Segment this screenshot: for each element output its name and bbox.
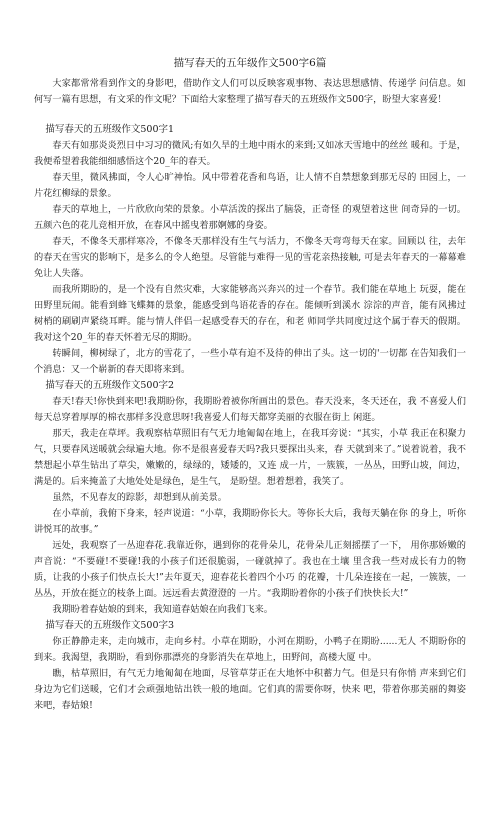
paragraph: 春天!春天!你快到来吧!我期盼你，我期盼着被你所画出的景色。春天没来，冬天还在，我 不喜爱人们每天总穿着厚厚的棉衣那样多没意思呀!我喜爱人们每天都穿美丽的衣服在街上 闲逛。: [34, 396, 466, 423]
section-heading: 描写春天的五班级作文500字2: [45, 380, 175, 391]
intro-paragraph: 大家都常常看到作文的身影吧，借助作文人们可以反映客观事物、表达思想感情、传递学 问信息。如何写一篇有思想，有文采的作文呢？下面给大家整理了描写春天的五班级作文500字，盼望大家喜爱！: [34, 78, 466, 105]
document-title: 描写春天的五年级作文500字6篇: [173, 57, 327, 69]
paragraph: 春天，不像冬天那样寒冷，不像冬天那样没有生气与活力，不像冬天弯弯每天在家。回顾以 往，去年的春天在雪灾的影响下，是多么的令人绝望。尽管能与难得一见的雪花亲热接触, 可是去年春天的一幕幕难免让人失落。: [34, 236, 466, 279]
paragraph: 在小草前，我俯下身来，轻声说道：“小草，我期盼你长大。等你长大后，我每天躺在你 的身上，听你讲悦耳的故事。”: [34, 508, 466, 535]
paragraph: 远处，我观察了一丛迎春花.我靠近你，遇到你的花骨朵儿，花骨朵儿正刻摇摆了一下， 用你那娇嫩的声音说：“不要碰!不要碰!我的小孩子们还很脆弱，一碰就掉了。我也在土壤 里含我一些对成长有力的物质，让我的小孩子们快点长大!”去年夏天，迎春花长着四个小巧 的花瓣，十几朵连接在一起，一簇簇，一丛丛，开放在挺立的枝条上面。远远看去黄澄澄的 一片。“我期盼着你的小孩子们快快长大!”: [34, 540, 466, 599]
paragraph: 春天有如那炎炎烈日中习习的微风;有如久旱的土地中雨水的来到;又如冰天雪地中的丝丝 暖和。于是，我便希望着我能细细感悟这个20_年的春天。: [34, 140, 466, 167]
essay-section-1: [34, 122, 466, 378]
essay-section-2: [34, 378, 466, 618]
paragraph: 转瞬间，柳树绿了，北方的雪花了，一些小草有迫不及待的伸出了头。这一切的'一切都 在告知我们一个消息：又一个崭新的春天即将来到。: [34, 348, 466, 375]
paragraph: 而我所期盼的，是一个没有自然灾难，大家能够高兴奔兴的过一个春节。我们能在草地上 玩耍，能在田野里玩闹。能看到蜂飞蝶舞的景象，能感受到鸟语花香的存在。能倾听到溪水 淙淙的声音，能有风拂过树梢的刷刷声紧绕耳畔。能与情人伴侣一起感受春天的存在，和老 师同学共同度过这个属于春天的假期。我对这个20_年的春天怀着无尽的期盼。: [34, 284, 466, 343]
paragraph: 我期盼着春姑娘的到来，我知道春姑娘在向我们飞来。: [52, 604, 273, 615]
paragraph: 春天里，微风拂面，令人心旷神怡。风中带着花香和鸟语，让人情不自禁想象到那无尽的 田园上，一片花红柳绿的景象。: [34, 172, 466, 199]
paragraph: 那天，我走在草坪。我观察枯草照旧有气无力地匍匐在地上，在我耳旁说：“其实，小草 我正在积聚力气，只要春风送暖就会绿遍大地。你不是很喜爱春天吗?我只要探出头来，春 天就到来了。”说着说着，我不禁想起小草生钻出了草尖，嫩嫩的，绿绿的，矮矮的，又连 成一片，一簇簇，一丛丛，田野山坡，间边，满是的。后来掩盖了大地处处是绿色，是生气， 是盼望。想着想着，我笑了。: [34, 428, 466, 487]
paragraph: 春天的草地上，一片欣欣向荣的景象。小草活泼的探出了脑袋，正奇怪 的观望着这世 间奇异的一切。五颜六色的花儿竞相开放，在春风中摇曳着那婀娜的身姿。: [34, 204, 466, 231]
essay-section-3: [34, 618, 466, 714]
section-heading: 描写春天的五班级作文500字1: [45, 124, 175, 135]
section-heading: 描写春天的五班级作文500字3: [45, 620, 175, 631]
paragraph: 虽然，不见春友的踪影，却想到从前美景。: [52, 492, 227, 503]
paragraph: 瞧，枯草照旧，有气无力地匍匐在地面，尽管草芽正在大地怀中积蓄力气。但是只有你悄 声来到它们身边为它们送暖，它们才会顽强地钻出铁一般的地面。它们真的需要你呀，快来 吧，带着你那美丽的舞姿来吧，春姑娘!: [34, 668, 466, 711]
paragraph: 你正静静走来，走向城市，走向乡村。小草在期盼，小河在期盼，小鸭子在期盼......无人 不期盼你的到来。我渴望，我期盼，看到你那漂亮的身影消失在草地上，田野间，高楼大厦 中。: [34, 636, 466, 663]
